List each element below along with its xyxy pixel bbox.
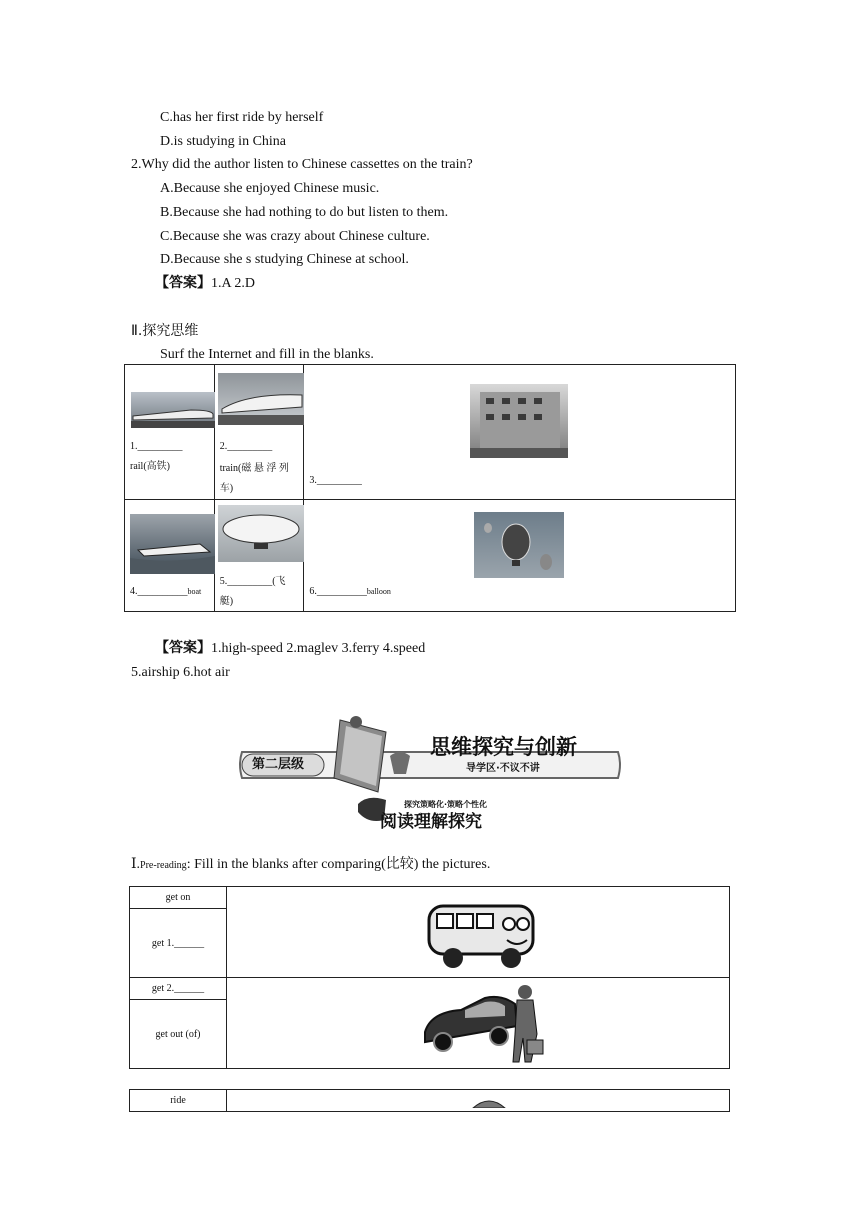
man-head-icon bbox=[518, 985, 532, 999]
q2-option-c: C.Because she was crazy about Chinese culture. bbox=[160, 229, 430, 244]
banner-section-title: 阅读理解探究 bbox=[380, 812, 482, 832]
banner-small-caption: 探究策略化·策略个性化 bbox=[404, 800, 488, 809]
cell-6-blank bbox=[309, 582, 391, 602]
banner-level: 第二层级 bbox=[252, 757, 305, 772]
cell-4-blank-text: 4.__________ bbox=[130, 586, 188, 597]
cell-4-suffix: boat bbox=[187, 587, 202, 596]
answer-line-1 bbox=[155, 275, 255, 293]
cell-1-blank: 1._________ bbox=[130, 441, 183, 452]
section-instruction: Surf the Internet and fill in the blanks. bbox=[160, 347, 374, 362]
q1-option-c: C.has her first ride by herself bbox=[160, 110, 324, 125]
q2-stem: 2.Why did the author listen to Chinese cassettes on the train? bbox=[131, 157, 473, 172]
prereading-instruction: : Fill in the blanks after comparing(比较) the pictures. bbox=[186, 857, 491, 872]
row-get-out: get out (of) bbox=[130, 1000, 227, 1069]
cell-6-blank-text: 6.__________ bbox=[309, 586, 367, 597]
prereading-label: Pre-reading bbox=[140, 860, 187, 871]
q1-option-d: D.is studying in China bbox=[160, 134, 287, 149]
building-icon bbox=[470, 384, 568, 458]
boat-icon bbox=[130, 514, 215, 574]
cell-2-blank: 2._________ bbox=[219, 441, 273, 452]
row-get-2: get 2.______ bbox=[130, 978, 227, 1000]
cell-5-text: 艇) bbox=[219, 596, 234, 607]
bus-icon bbox=[423, 892, 543, 972]
q2-option-b: B.Because she had nothing to do but listen to them. bbox=[160, 205, 449, 220]
train-icon bbox=[131, 392, 215, 428]
bus-picture-cell bbox=[227, 887, 730, 978]
cell-2-text-2: 车) bbox=[219, 483, 234, 494]
section2-answer-label: 【答案】 bbox=[155, 641, 211, 656]
row-get-on: get on bbox=[130, 887, 227, 909]
cell-3-blank: 3._________ bbox=[309, 475, 362, 486]
high-speed-train-photo bbox=[131, 392, 215, 428]
ferry-photo bbox=[470, 384, 568, 458]
section2-answer-text: 1.high-speed 2.maglev 3.ferry 4.speed bbox=[211, 641, 426, 656]
cell-5 bbox=[214, 500, 304, 612]
cell-6-suffix: balloon bbox=[366, 587, 391, 596]
answer-label: 【答案】 bbox=[155, 276, 211, 291]
transport-table bbox=[124, 364, 736, 612]
maglev-icon bbox=[218, 373, 304, 425]
q2-option-a: A.Because she enjoyed Chinese music. bbox=[160, 181, 380, 196]
helmet-icon bbox=[469, 1098, 509, 1108]
cell-4 bbox=[125, 500, 215, 612]
prereading-table bbox=[129, 886, 730, 1069]
banner-title: 思维探究与创新 bbox=[430, 735, 577, 759]
cell-6 bbox=[304, 500, 736, 612]
cell-1 bbox=[125, 365, 215, 500]
ride-picture-cell bbox=[227, 1090, 730, 1112]
answer-text: 1.A 2.D bbox=[211, 276, 255, 291]
speedboat-photo bbox=[130, 514, 215, 574]
airship-icon bbox=[218, 505, 304, 562]
section2-answer-line-2: 5.airship 6.hot air bbox=[131, 665, 230, 680]
balloon-icon bbox=[474, 512, 564, 578]
airship-photo bbox=[218, 505, 304, 562]
cell-4-blank bbox=[130, 582, 201, 602]
cell-2 bbox=[214, 365, 304, 500]
section-banner bbox=[238, 712, 622, 832]
cell-2-text-1: train(磁 悬 浮 列 bbox=[219, 463, 289, 474]
prereading-heading bbox=[131, 856, 490, 875]
car-picture-cell bbox=[227, 978, 730, 1069]
car-icon bbox=[421, 982, 551, 1068]
q2-option-d: D.Because she s studying Chinese at school. bbox=[160, 252, 409, 267]
cell-5-blank: 5._________(飞 bbox=[219, 576, 286, 587]
section2-answer-line-1 bbox=[155, 640, 425, 658]
banner-subtitle: 导学区·不议不讲 bbox=[466, 763, 540, 774]
butterfly-icon bbox=[350, 716, 362, 728]
prereading-prefix: Ⅰ. bbox=[131, 857, 141, 872]
row-ride: ride bbox=[130, 1090, 227, 1112]
hot-air-balloon-photo bbox=[474, 512, 564, 578]
prereading-table-2 bbox=[129, 1089, 730, 1112]
briefcase-icon bbox=[527, 1040, 543, 1054]
maglev-train-photo bbox=[218, 373, 304, 425]
cell-3 bbox=[304, 365, 736, 500]
section-heading: Ⅱ.探究思维 bbox=[131, 323, 199, 339]
row-get-1: get 1.______ bbox=[130, 909, 227, 978]
cell-1-text: rail(高铁) bbox=[130, 461, 170, 472]
